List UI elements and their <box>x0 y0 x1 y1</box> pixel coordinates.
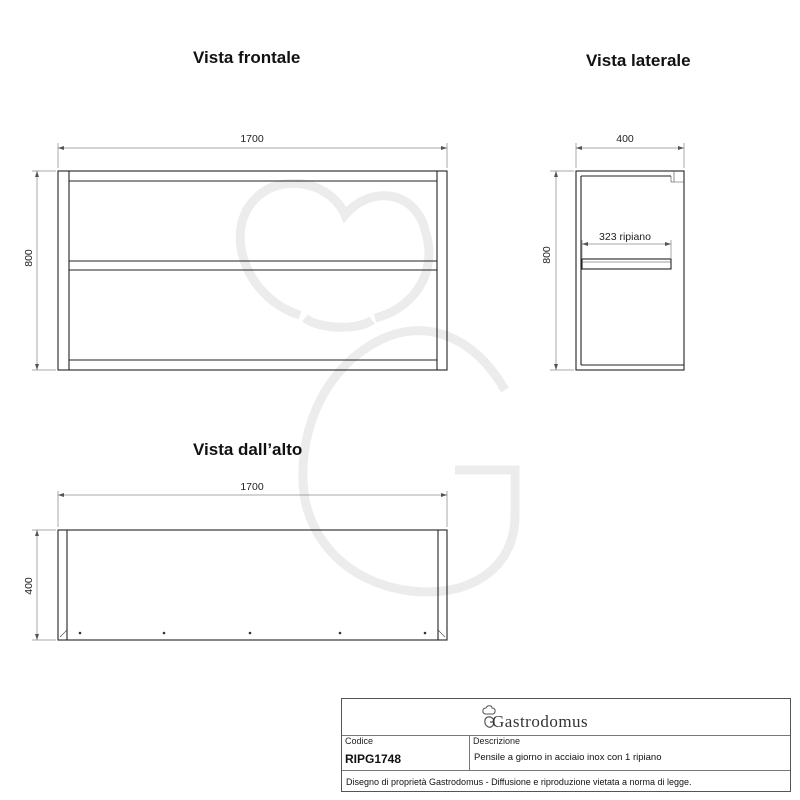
side-view <box>550 143 684 370</box>
front-width-dim: 1700 <box>240 133 264 145</box>
ownership-notice: Disegno di proprietà Gastrodomus - Diffusione e riproduzione vietata a norma di legge. <box>346 777 692 787</box>
brand-name: Gastrodomus <box>492 712 589 731</box>
code-cell <box>342 735 470 771</box>
side-shelf-dim: 323 ripiano <box>599 231 651 243</box>
side-height-dim: 800 <box>541 246 553 264</box>
top-width-dim: 1700 <box>240 481 264 493</box>
watermark-logo <box>240 183 515 592</box>
side-width-dim: 400 <box>616 133 634 145</box>
brand-logo <box>342 699 790 736</box>
description-label: Descrizione <box>473 736 521 746</box>
top-view-title: Vista dall’alto <box>193 440 303 459</box>
description-cell <box>470 735 790 771</box>
front-height-dim: 800 <box>23 249 35 267</box>
side-view-title: Vista laterale <box>586 51 691 70</box>
product-code: RIPG1748 <box>345 752 402 766</box>
code-label: Codice <box>345 736 374 746</box>
title-block <box>341 698 791 792</box>
product-description: Pensile a giorno in acciaio inox con 1 ripiano <box>474 752 662 763</box>
top-depth-dim: 400 <box>23 577 35 595</box>
top-view <box>32 491 447 640</box>
front-view-title: Vista frontale <box>193 48 301 67</box>
